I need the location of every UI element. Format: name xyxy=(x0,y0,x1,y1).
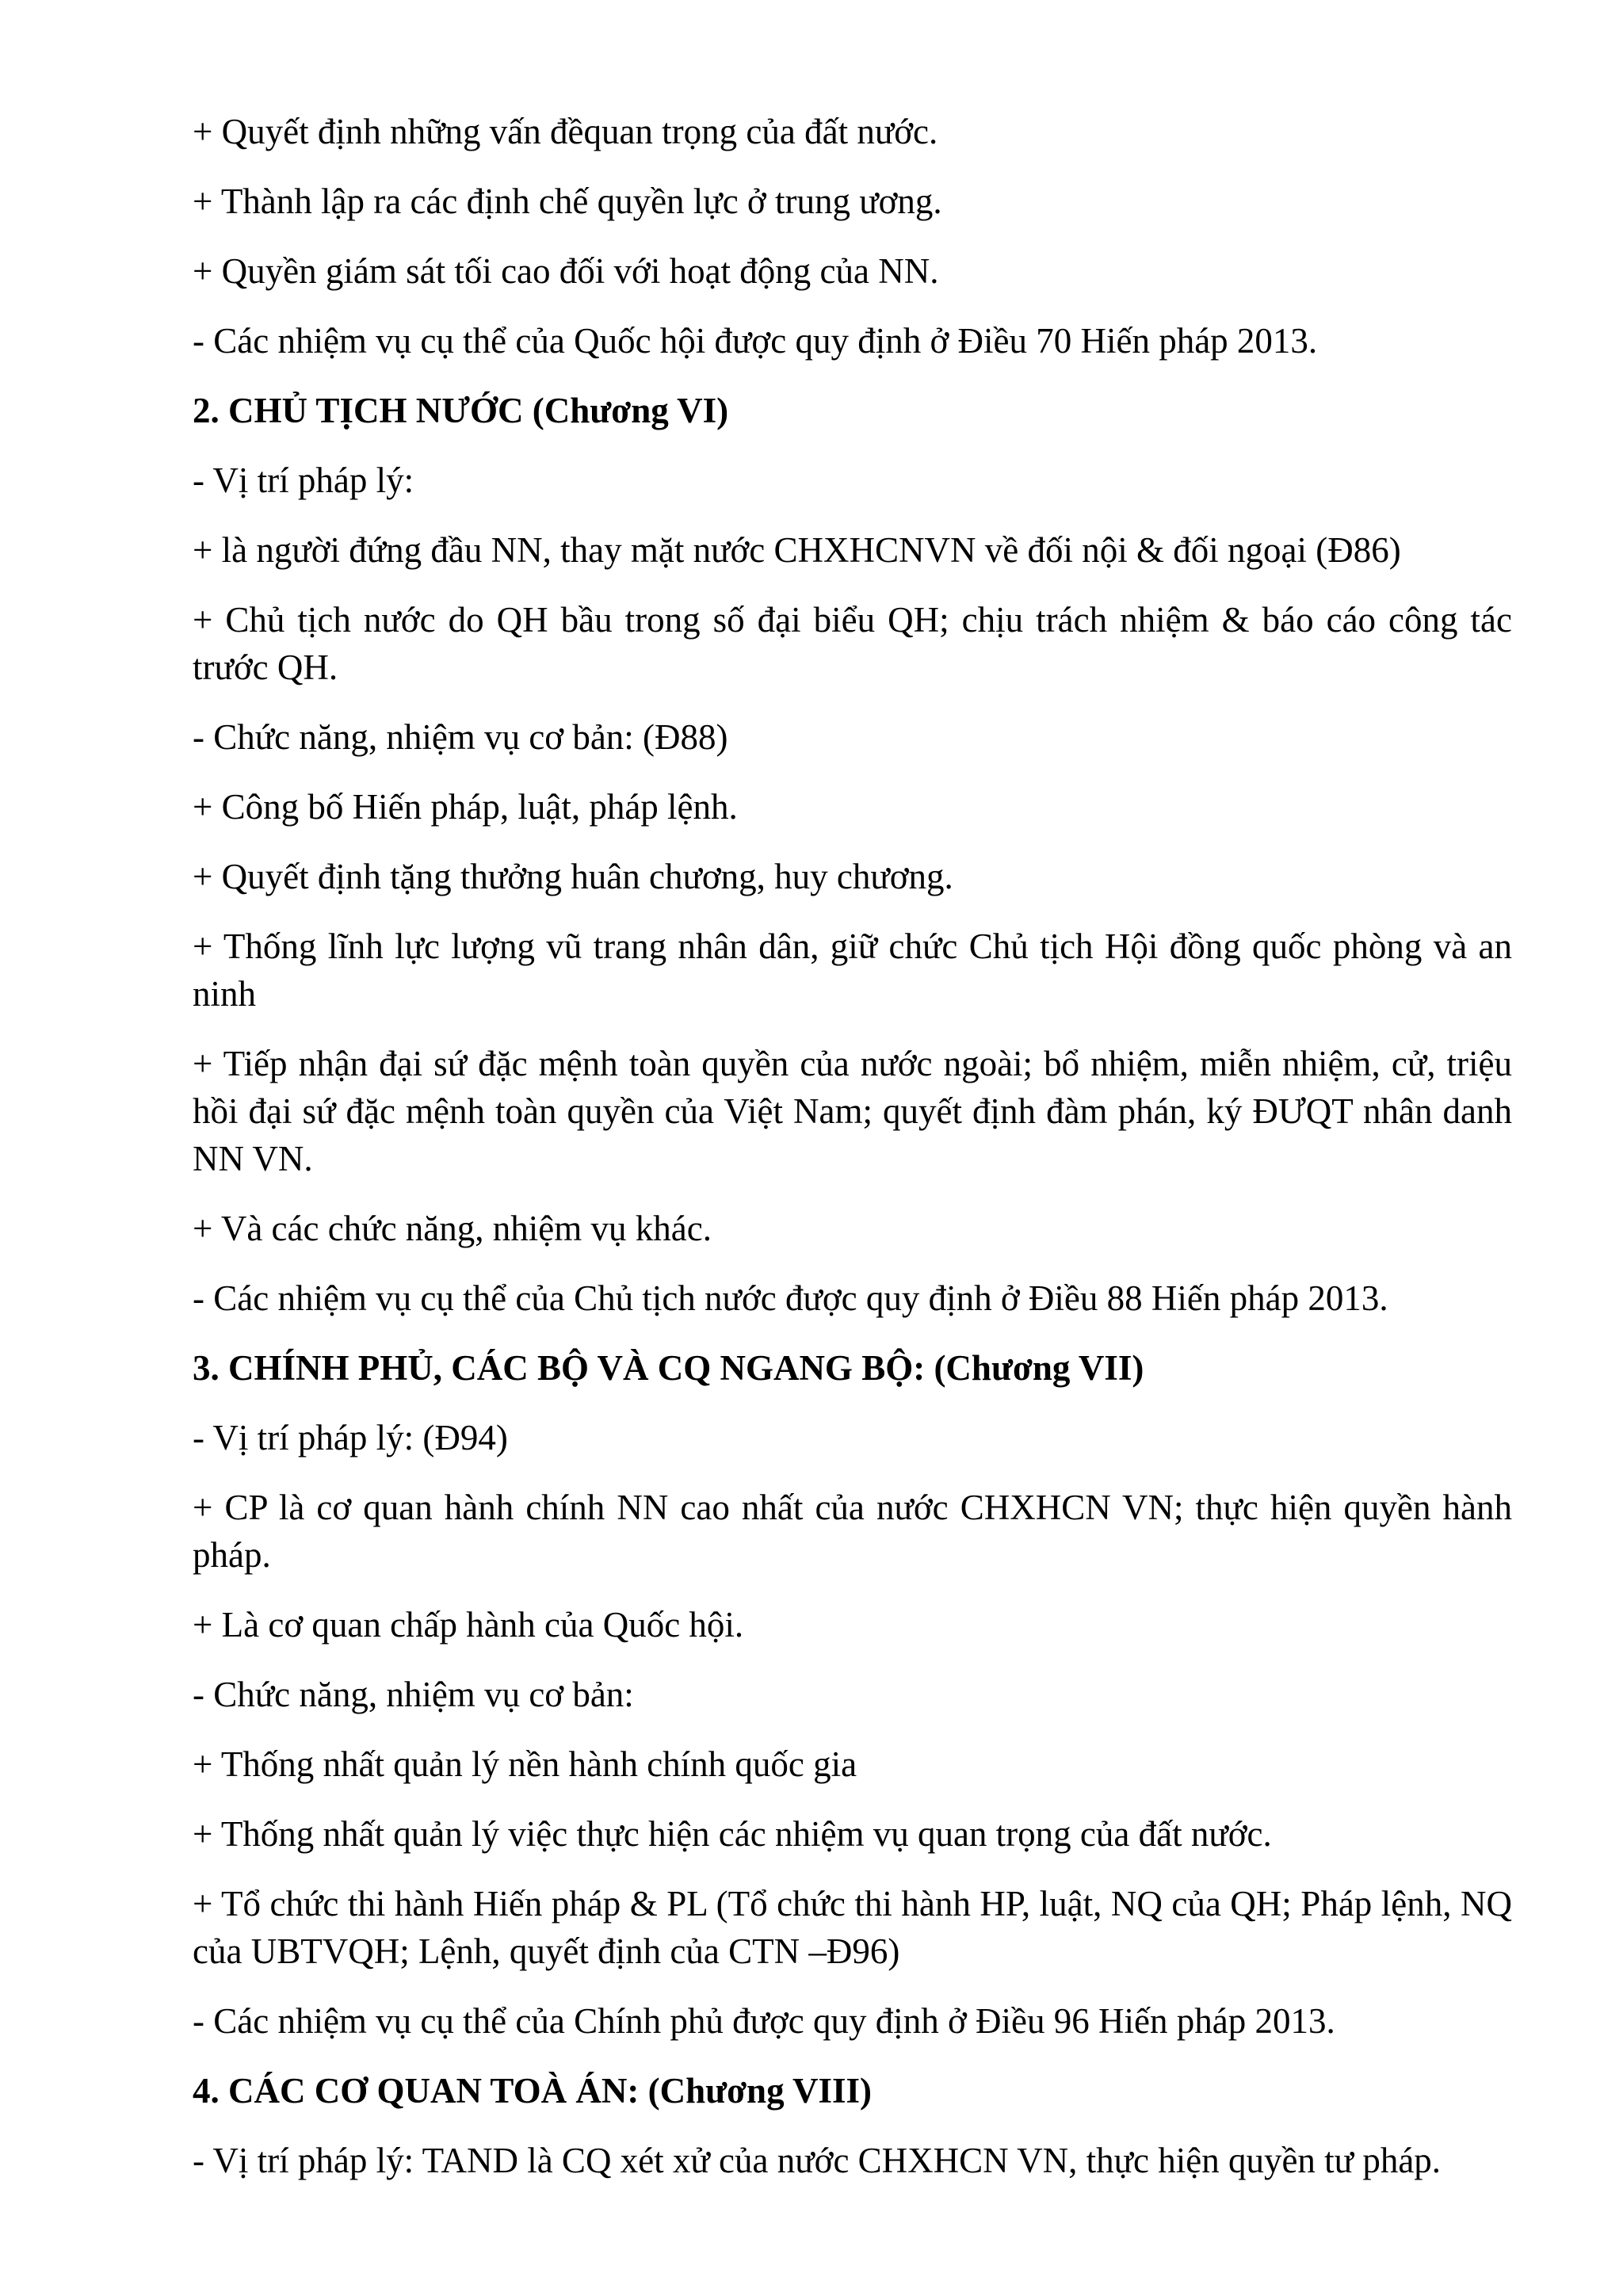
dash-item: - Vị trí pháp lý: TAND là CQ xét xử của nước CHXHCN VN, thực hiện quyền tư pháp. xyxy=(193,2141,1442,2180)
bullet-item: + Tổ chức thi hành Hiến pháp & PL (Tổ chức thi hành HP, luật, NQ của QH; Pháp lệnh, NQ của UBTVQH; Lệnh, quyết định của CTN –Đ96) xyxy=(193,1884,1512,1971)
bullet-item: + Quyết định những vấn đềquan trọng của đất nước. xyxy=(193,112,938,151)
bullet-item: + Quyền giám sát tối cao đối với hoạt động của NN. xyxy=(193,251,939,291)
bullet-item: + CP là cơ quan hành chính NN cao nhất của nước CHXHCN VN; thực hiện quyền hành pháp. xyxy=(193,1488,1512,1575)
bullet-item: + Thành lập ra các định chế quyền lực ở trung ương. xyxy=(193,181,942,221)
dash-item: - Các nhiệm vụ cụ thể của Chính phủ được quy định ở Điều 96 Hiến pháp 2013. xyxy=(193,2001,1335,2041)
dash-item: - Các nhiệm vụ cụ thể của Chủ tịch nước được quy định ở Điều 88 Hiến pháp 2013. xyxy=(193,1278,1388,1318)
bullet-item: + là người đứng đầu NN, thay mặt nước CHXHCNVN về đối nội & đối ngoại (Đ86) xyxy=(193,530,1401,570)
section-heading-toa-an: 4. CÁC CƠ QUAN TOÀ ÁN: (Chương VIII) xyxy=(193,2071,873,2111)
dash-item: - Chức năng, nhiệm vụ cơ bản: xyxy=(193,1675,634,1714)
dash-item: - Vị trí pháp lý: (Đ94) xyxy=(193,1418,508,1457)
document-body xyxy=(193,108,1512,2206)
bullet-item: + Chủ tịch nước do QH bầu trong số đại biểu QH; chịu trách nhiệm & báo cáo công tác trước QH. xyxy=(193,600,1512,687)
bullet-item: + Quyết định tặng thưởng huân chương, huy chương. xyxy=(193,857,953,896)
section-heading-chu-tich-nuoc: 2. CHỦ TỊCH NƯỚC (Chương VI) xyxy=(193,391,729,430)
bullet-item: + Tiếp nhận đại sứ đặc mệnh toàn quyền của nước ngoài; bổ nhiệm, miễn nhiệm, cử, triệu hồi đại sứ đặc mệnh toàn quyền của Việt Nam; quyết định đàm phán, ký ĐƯQT nhân danh NN VN. xyxy=(193,1044,1512,1179)
bullet-item: + Và các chức năng, nhiệm vụ khác. xyxy=(193,1209,712,1248)
section-heading-chinh-phu: 3. CHÍNH PHỦ, CÁC BỘ VÀ CQ NGANG BỘ: (Chương VII) xyxy=(193,1348,1144,1388)
bullet-item: + Thống nhất quản lý nền hành chính quốc gia xyxy=(193,1744,857,1784)
dash-item: - Vị trí pháp lý: xyxy=(193,460,414,500)
bullet-item: + Là cơ quan chấp hành của Quốc hội. xyxy=(193,1605,744,1645)
bullet-item: + Thống lĩnh lực lượng vũ trang nhân dân, giữ chức Chủ tịch Hội đồng quốc phòng và an ninh xyxy=(193,926,1512,1014)
dash-item: - Các nhiệm vụ cụ thể của Quốc hội được quy định ở Điều 70 Hiến pháp 2013. xyxy=(193,321,1318,361)
bullet-item: + Thống nhất quản lý việc thực hiện các nhiệm vụ quan trọng của đất nước. xyxy=(193,1814,1272,1854)
dash-item: - Chức năng, nhiệm vụ cơ bản: (Đ88) xyxy=(193,717,728,757)
bullet-item: + Công bố Hiến pháp, luật, pháp lệnh. xyxy=(193,787,738,827)
